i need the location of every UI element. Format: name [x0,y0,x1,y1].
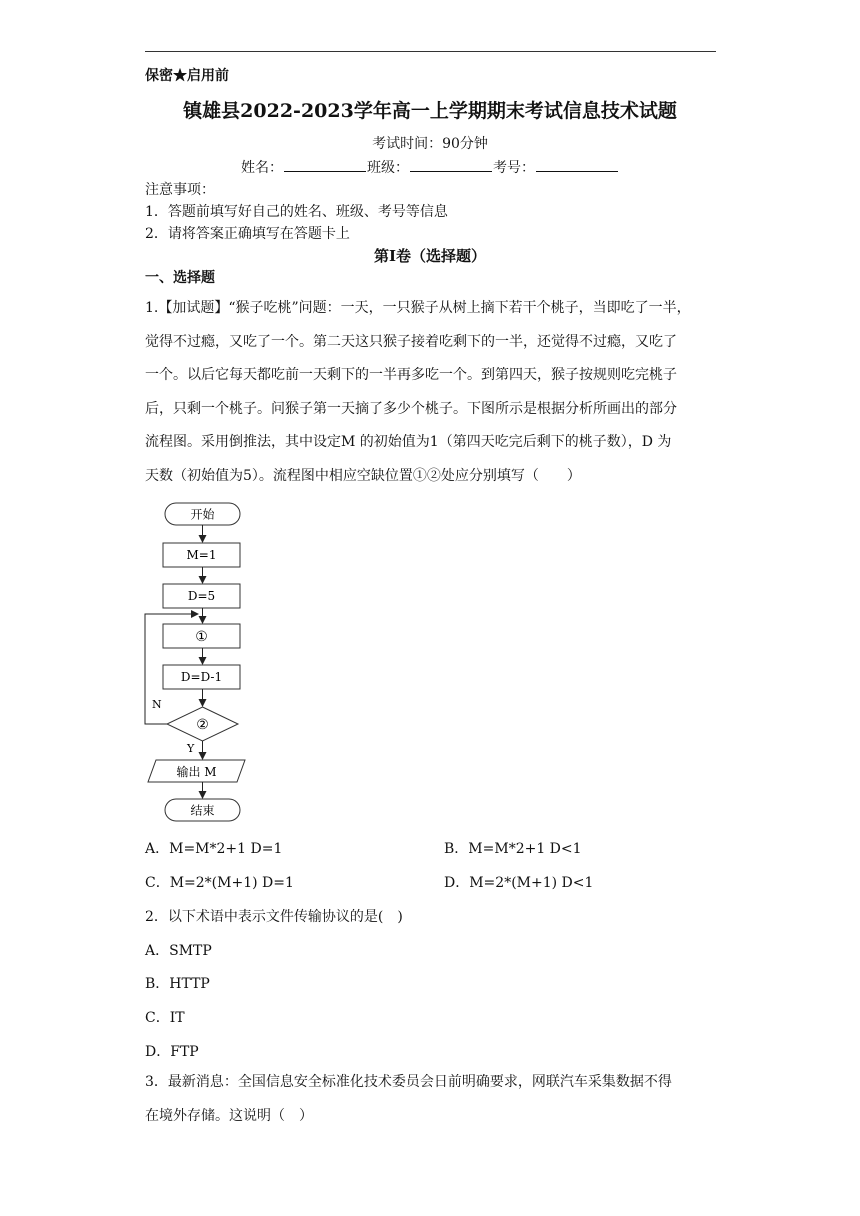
class-blank[interactable] [410,158,492,172]
q2-option-b[interactable]: B．HTTP [145,976,210,992]
flow-start-label: 开始 [190,507,215,522]
name-label: 姓名： [241,160,283,176]
q2-option-d[interactable]: D．FTP [145,1044,199,1060]
q1-line: 天数（初始值为5）。流程图中相应空缺位置①②处应分别填写（ ） [145,467,581,484]
q1-line: 后，只剩一个桃子。问猴子第一天摘了多少个桃子。下图所示是根据分析所画出的部分 [145,400,677,417]
q3-line: 在境外存储。这说明（ ） [145,1107,313,1124]
q1-option-d[interactable]: D．M=2*(M+1) D<1 [444,875,594,891]
q1-option-a[interactable]: A．M=M*2+1 D=1 [145,841,283,857]
flow-end-label: 结束 [190,803,215,818]
number-label: 考号： [493,160,535,176]
flow-decision-label: ② [196,717,209,733]
q1-option-c[interactable]: C．M=2*(M+1) D=1 [145,875,294,891]
note-item: 1．答题前填写好自己的姓名、班级、考号等信息 [145,204,448,220]
flow-step-d-init-label: D=5 [187,589,216,603]
section-title: 一、选择题 [145,270,215,286]
name-blank[interactable] [284,158,366,172]
header-rule [145,51,716,52]
q1-line: 流程图。采用倒推法，其中设定M 的初始值为1（第四天吃完后剩下的桃子数），D 为 [145,434,672,450]
note-item: 2．请将答案正确填写在答题卡上 [145,226,350,242]
flow-yes-label: Y [187,742,195,755]
notes-heading: 注意事项： [145,182,215,198]
flowchart [138,498,268,828]
q3-line: 3．最新消息：全国信息安全标准化技术委员会日前明确要求，网联汽车采集数据不得 [145,1074,672,1090]
flow-no-label: N [152,698,162,711]
part-title: 第I卷（选择题） [373,247,487,265]
flow-step-m-init-label: M=1 [186,548,217,562]
q1-line: 一个。以后它每天都吃前一天剩下的一半再多吃一个。到第四天，猴子按规则吃完桃子 [145,367,677,383]
secret-mark: 保密★启用前 [145,68,229,84]
q1-line: 1.【加试题】“猴子吃桃”问题：一天，一只猴子从树上摘下若干个桃子，当即吃了一半， [145,300,691,316]
q1-line: 觉得不过瘾，又吃了一个。第二天这只猴子接着吃剩下的一半，还觉得不过瘾，又吃了 [145,333,677,350]
question-3-stem [145,1066,716,1133]
number-blank[interactable] [536,158,618,172]
exam-title: 镇雄县2022-2023学年高一上学期期末考试信息技术试题 [183,100,677,122]
question-2-stem: 2．以下术语中表示文件传输协议的是( ) [145,909,403,925]
q2-option-a[interactable]: A．SMTP [145,943,212,959]
class-label: 班级： [367,160,409,176]
flow-step-decrement-label: D=D-1 [180,670,223,684]
q2-option-c[interactable]: C．IT [145,1010,185,1026]
student-info-line [0,158,860,178]
question-1-stem [145,292,716,493]
exam-time: 考试时间：90分钟 [372,136,488,152]
q1-option-b[interactable]: B．M=M*2+1 D<1 [444,841,582,857]
flow-output-label: 输出 M [176,765,217,779]
flow-blank-1-label: ① [195,629,208,645]
